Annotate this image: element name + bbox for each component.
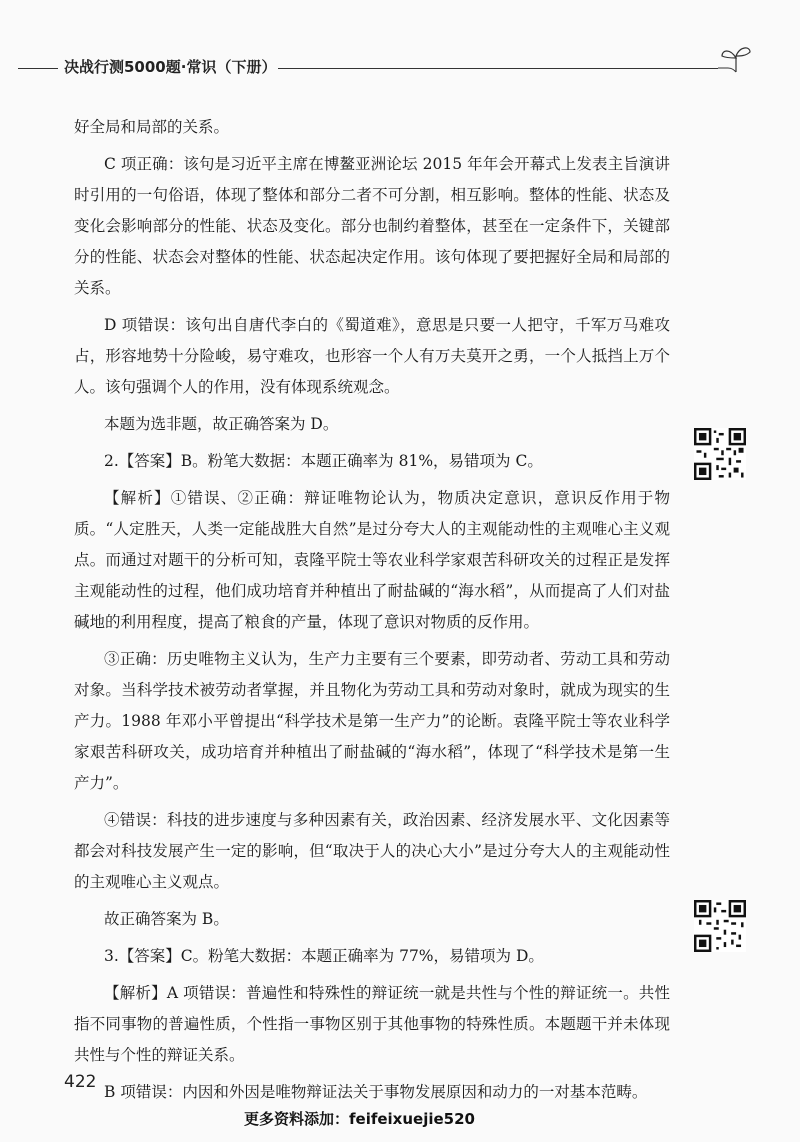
header-rule-left bbox=[18, 68, 58, 69]
running-header-title: 决战行测5000题·常识（下册） bbox=[64, 58, 277, 76]
paragraph: B 项错误：内因和外因是唯物辩证法关于事物发展原因和动力的一对基本范畴。 bbox=[104, 1083, 648, 1101]
answer-line: 3.【答案】C。粉笔大数据：本题正确率为 77%，易错项为 D。 bbox=[104, 947, 544, 965]
paragraph: 本题为选非题，故正确答案为 D。 bbox=[104, 415, 339, 433]
page-number: 422 bbox=[64, 1072, 97, 1092]
paragraph: D 项错误：该句出自唐代李白的《蜀道难》，意思是只要一人把守，千军万马难攻占，形容地势十分险峻，易守难攻，也形容一个人有万夫莫开之勇，一个人抵挡上万个人。该句强调个人的作用，没有体现系统观念。 bbox=[74, 316, 670, 396]
sprout-icon bbox=[718, 44, 754, 74]
paragraph: ③正确：历史唯物主义认为，生产力主要有三个要素，即劳动者、劳动工具和劳动对象。当科学技术被劳动者掌握，并且物化为劳动工具和劳动对象时，就成为现实的生产力。1988 年邓小平曾提出“科学技术是第一生产力”的论断。袁隆平院士等农业科学家艰苦科研攻关，成功培育并种植出了耐盐碱的“海水稻”，体现了“科学技术是第一生产力”。 bbox=[74, 650, 670, 792]
analysis-paragraph: 【解析】①错误、②正确：辩证唯物论认为，物质决定意识，意识反作用于物质。“人定胜天，人类一定能战胜大自然”是过分夸大人的主观能动性的主观唯心主义观点。而通过对题干的分析可知，袁隆平院士等农业科学家艰苦科研攻关的过程正是发挥主观能动性的过程，他们成功培育并种植出了耐盐碱的“海水稻”，从而提高了人们对盐碱地的利用程度，提高了粮食的产量，体现了意识对物质的反作用。 bbox=[74, 489, 670, 631]
analysis-paragraph: 【解析】A 项错误：普遍性和特殊性的辩证统一就是共性与个性的辩证统一。共性指不同事物的普遍性质，个性指一事物区别于其他事物的特殊性质。本题题干并未体现共性与个性的辩证关系。 bbox=[74, 984, 670, 1064]
qr-code-icon[interactable] bbox=[694, 428, 746, 480]
paragraph: ④错误：科技的进步速度与多种因素有关，政治因素、经济发展水平、文化因素等都会对科技发展产生一定的影响，但“取决于人的决心大小”是过分夸大人的主观能动性的主观唯心主义观点。 bbox=[74, 811, 670, 891]
paragraph: 故正确答案为 B。 bbox=[104, 910, 229, 928]
paragraph: C 项正确：该句是习近平主席在博鳌亚洲论坛 2015 年年会开幕式上发表主旨演讲时引用的一句俗语，体现了整体和部分二者不可分割，相互影响。整体的性能、状态及变化会影响部分的性能、状态及变化。部分也制约着整体，甚至在一定条件下，关键部分的性能、状态会对整体的性能、状态起决定作用。该句体现了要把握好全局和局部的关系。 bbox=[74, 155, 670, 297]
qr-code-icon[interactable] bbox=[694, 900, 746, 952]
answer-line: 2.【答案】B。粉笔大数据：本题正确率为 81%，易错项为 C。 bbox=[104, 452, 543, 470]
paragraph: 好全局和局部的关系。 bbox=[74, 118, 230, 136]
header-rule-right bbox=[278, 68, 718, 69]
footer-note: 更多资料添加：feifeixuejie520 bbox=[244, 1110, 475, 1128]
page-body bbox=[74, 112, 670, 1114]
